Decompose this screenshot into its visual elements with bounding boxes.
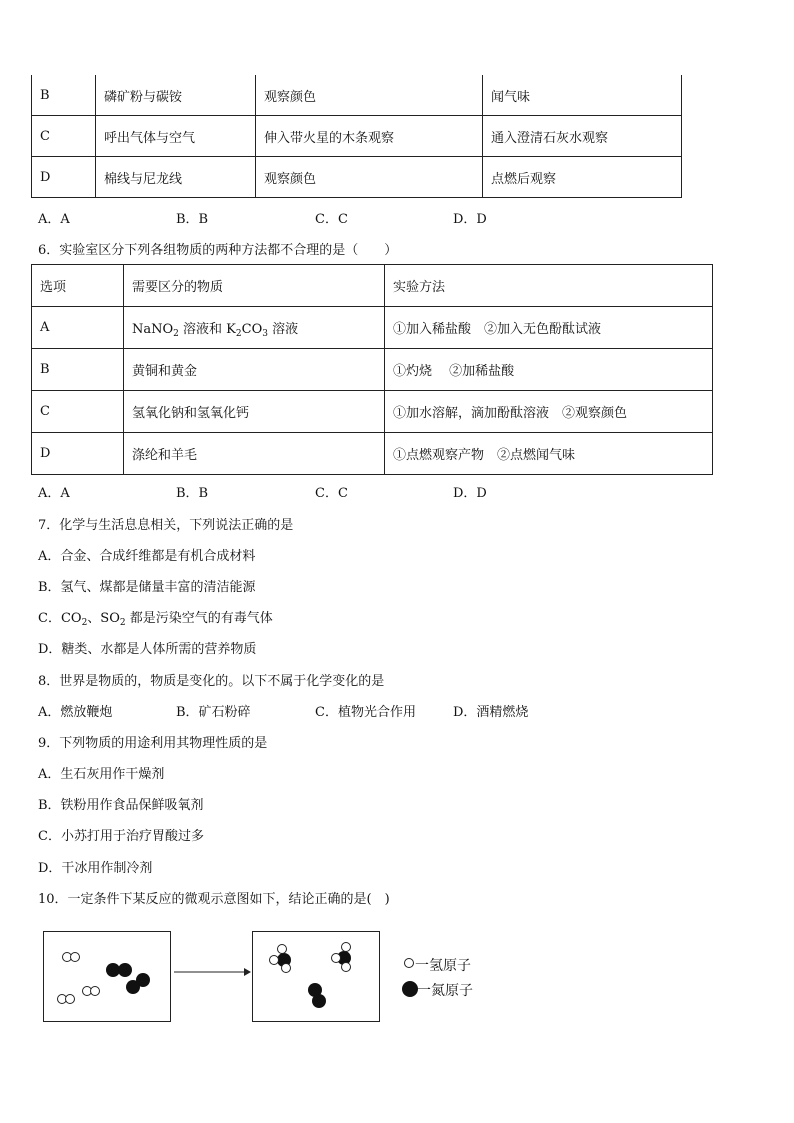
method1-cell: 观察颜色 (256, 75, 483, 116)
q8-choice-c[interactable]: C．植物光合作用 (315, 705, 416, 720)
method2-cell: 通入澄清石灰水观察 (483, 116, 682, 157)
method1-cell: 伸入带火星的木条观察 (256, 116, 483, 157)
table-row (32, 307, 713, 349)
q7-stem: 7．化学与生活息息相关，下列说法正确的是 (38, 518, 294, 533)
substances-cell: 氢氧化钠和氢氧化钙 (124, 391, 385, 433)
nitrogen-atom (312, 994, 326, 1008)
method-cell: ①点燃观察产物 ②点燃闻气味 (385, 433, 713, 475)
nitrogen-atom (126, 980, 140, 994)
q6-stem: 6．实验室区分下列各组物质的两种方法都不合理的是（ ） (38, 243, 398, 258)
option-cell: C (32, 391, 124, 433)
method2-cell: 点燃后观察 (483, 157, 682, 198)
q8-choice-a[interactable]: A．燃放鞭炮 (38, 705, 113, 720)
header-substances: 需要区分的物质 (124, 265, 385, 307)
choice-d[interactable]: D．D (453, 212, 487, 227)
substances-cell: 涤纶和羊毛 (124, 433, 385, 475)
substances-cell: NaNO$_2$ 溶液和 $K_2CO_3$ 溶液 (124, 307, 385, 349)
legend-hydrogen-icon (404, 958, 414, 968)
substances-cell: 棉线与尼龙线 (96, 157, 256, 198)
q8-stem: 8．世界是物质的，物质是变化的。以下不属于化学变化的是 (38, 674, 385, 689)
q6-table (31, 264, 713, 475)
hydrogen-atom (331, 953, 341, 963)
hydrogen-atom (65, 994, 75, 1004)
q9-choice-c[interactable]: C．小苏打用于治疗胃酸过多 (38, 829, 204, 844)
hydrogen-atom (277, 944, 287, 954)
products-box (252, 931, 380, 1022)
reaction-arrow-icon (172, 965, 252, 979)
legend-hydrogen-label: 一氢原子 (415, 958, 471, 974)
table-row (32, 116, 682, 157)
table-row (32, 433, 713, 475)
substances-cell: 磷矿粉与碳铵 (96, 75, 256, 116)
hydrogen-atom (269, 955, 279, 965)
option-cell: D (32, 433, 124, 475)
method-cell: ①灼烧 ②加稀盐酸 (385, 349, 713, 391)
method-cell: ①加水溶解，滴加酚酞溶液 ②观察颜色 (385, 391, 713, 433)
header-method: 实验方法 (385, 265, 713, 307)
method1-cell: 观察颜色 (256, 157, 483, 198)
choice-b[interactable]: B．B (176, 486, 209, 501)
legend-nitrogen-label: 一氮原子 (417, 983, 473, 999)
q9-choice-b[interactable]: B．铁粉用作食品保鲜吸氧剂 (38, 798, 204, 813)
method-cell: ①加入稀盐酸 ②加入无色酚酞试液 (385, 307, 713, 349)
option-cell: B (32, 349, 124, 391)
q5-table (31, 75, 682, 198)
substances-cell: 黄铜和黄金 (124, 349, 385, 391)
option-cell: D (32, 157, 96, 198)
table-row (32, 391, 713, 433)
q8-choice-b[interactable]: B．矿石粉碎 (176, 705, 251, 720)
choice-a[interactable]: A．A (38, 486, 70, 501)
hydrogen-atom (281, 963, 291, 973)
substances-cell: 呼出气体与空气 (96, 116, 256, 157)
q9-choice-a[interactable]: A．生石灰用作干燥剂 (38, 767, 165, 782)
hydrogen-atom (341, 942, 351, 952)
option-cell: B (32, 75, 96, 116)
hydrogen-atom (341, 962, 351, 972)
nitrogen-atom (118, 963, 132, 977)
q8-choice-d[interactable]: D．酒精燃烧 (453, 705, 529, 720)
hydrogen-atom (70, 952, 80, 962)
hydrogen-atom (90, 986, 100, 996)
choice-d[interactable]: D．D (453, 486, 487, 501)
table-header-row (32, 265, 713, 307)
choice-b[interactable]: B．B (176, 212, 209, 227)
table-row (32, 157, 682, 198)
q7-choice-c[interactable]: C．$CO_2$、$SO_2$ 都是污染空气的有毒气体 (38, 611, 273, 628)
choice-c[interactable]: C．C (315, 486, 348, 501)
option-cell: A (32, 307, 124, 349)
q10-stem: 10．一定条件下某反应的微观示意图如下，结论正确的是( ) (38, 892, 390, 907)
q9-stem: 9．下列物质的用途利用其物理性质的是 (38, 736, 268, 751)
legend-nitrogen-icon (402, 981, 418, 997)
reactants-box (43, 931, 171, 1022)
header-option: 选项 (32, 265, 124, 307)
q7-choice-d[interactable]: D．糖类、水都是人体所需的营养物质 (38, 642, 257, 657)
option-cell: C (32, 116, 96, 157)
choice-c[interactable]: C．C (315, 212, 348, 227)
q7-choice-b[interactable]: B．氢气、煤都是储量丰富的清洁能源 (38, 580, 256, 595)
q7-choice-a[interactable]: A．合金、合成纤维都是有机合成材料 (38, 549, 256, 564)
q9-choice-d[interactable]: D．干冰用作制冷剂 (38, 861, 153, 876)
table-row (32, 349, 713, 391)
table-row (32, 75, 682, 116)
choice-a[interactable]: A．A (38, 212, 70, 227)
method2-cell: 闻气味 (483, 75, 682, 116)
